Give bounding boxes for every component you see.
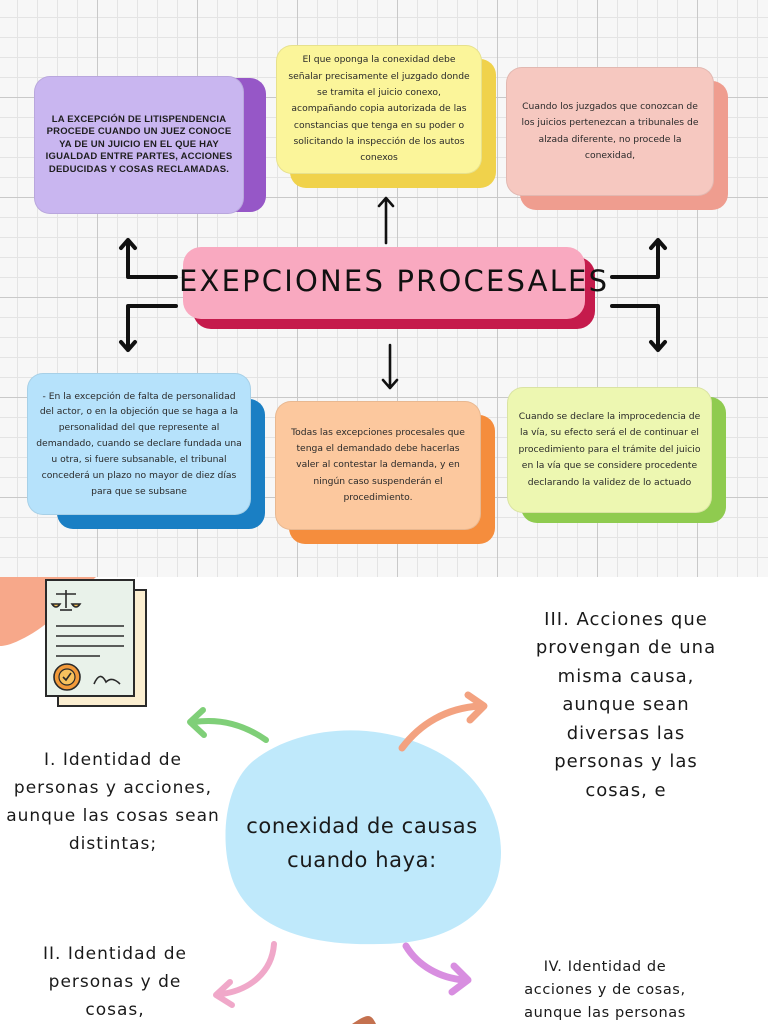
card-litispendencia-text: LA EXCEPCIÓN DE LITISPENDENCIA PROCEDE CUANDO UN JUEZ CONOCE YA DE UN JUICIO EN EL QUE HAY IGUALDAD ENTRE PARTES, ACCIONES DEDUCIDAS Y COSAS RECLAMADAS. bbox=[45, 114, 233, 175]
conexidad-item-ii: II. Identidad de personas y de cosas, bbox=[43, 944, 187, 1021]
conexidad-item-iii: III. Acciones que provengan de una misma causa, aunque sean diversas las personas y las cosas, e bbox=[535, 609, 717, 801]
conexidad-item-iv: IV. Identidad de acciones y de cosas, aunque las personas bbox=[524, 959, 686, 1022]
card-falta-personalidad-text: - En la excepción de falta de personalidad del actor, o en la objeción que se haga a la personalidad del que represente al demandado, cuando se declare fundada una u otra, si fuere subsanable, el tribunal concederá un plazo no mayor de diez días para que se subsane bbox=[36, 390, 242, 497]
card-improcedencia-via-text: Cuando se declare la improcedencia de la vía, su efecto será el de continuar el procedimiento para el trámite del juicio en la vía que se considere procedente declarando la validez de lo actuado bbox=[518, 411, 701, 488]
diagram-title: EXEPCIONES PROCESALES bbox=[179, 264, 610, 298]
conexidad-item-i: I. Identidad de personas y acciones, aunque las cosas sean distintas; bbox=[6, 750, 220, 855]
decor-blob-brown bbox=[352, 1016, 376, 1024]
arrow-icon bbox=[222, 944, 274, 994]
card-excepciones-demanda-text: Todas las excepciones procesales que tenga el demandado debe hacerlas valer al contestar la demanda, y en ningún caso suspenderán el procedimiento. bbox=[291, 426, 465, 504]
conexidad-center-label: conexidad de causas cuando haya: bbox=[246, 814, 478, 872]
card-conexidad-juzgado-text: El que oponga la conexidad debe señalar precisamente el juzgado donde se tramita el juicio conexo, acompañando copia autorizada de las constancias que tenga en su poder o solicitando la inspección de los autos conexos bbox=[288, 54, 470, 164]
card-tribunales-alzada-text: Cuando los juzgados que conozcan de los juicios pertenezcan a tribunales de alzada diferente, no procede la conexidad, bbox=[521, 100, 699, 161]
document-scale-icon bbox=[46, 580, 146, 706]
